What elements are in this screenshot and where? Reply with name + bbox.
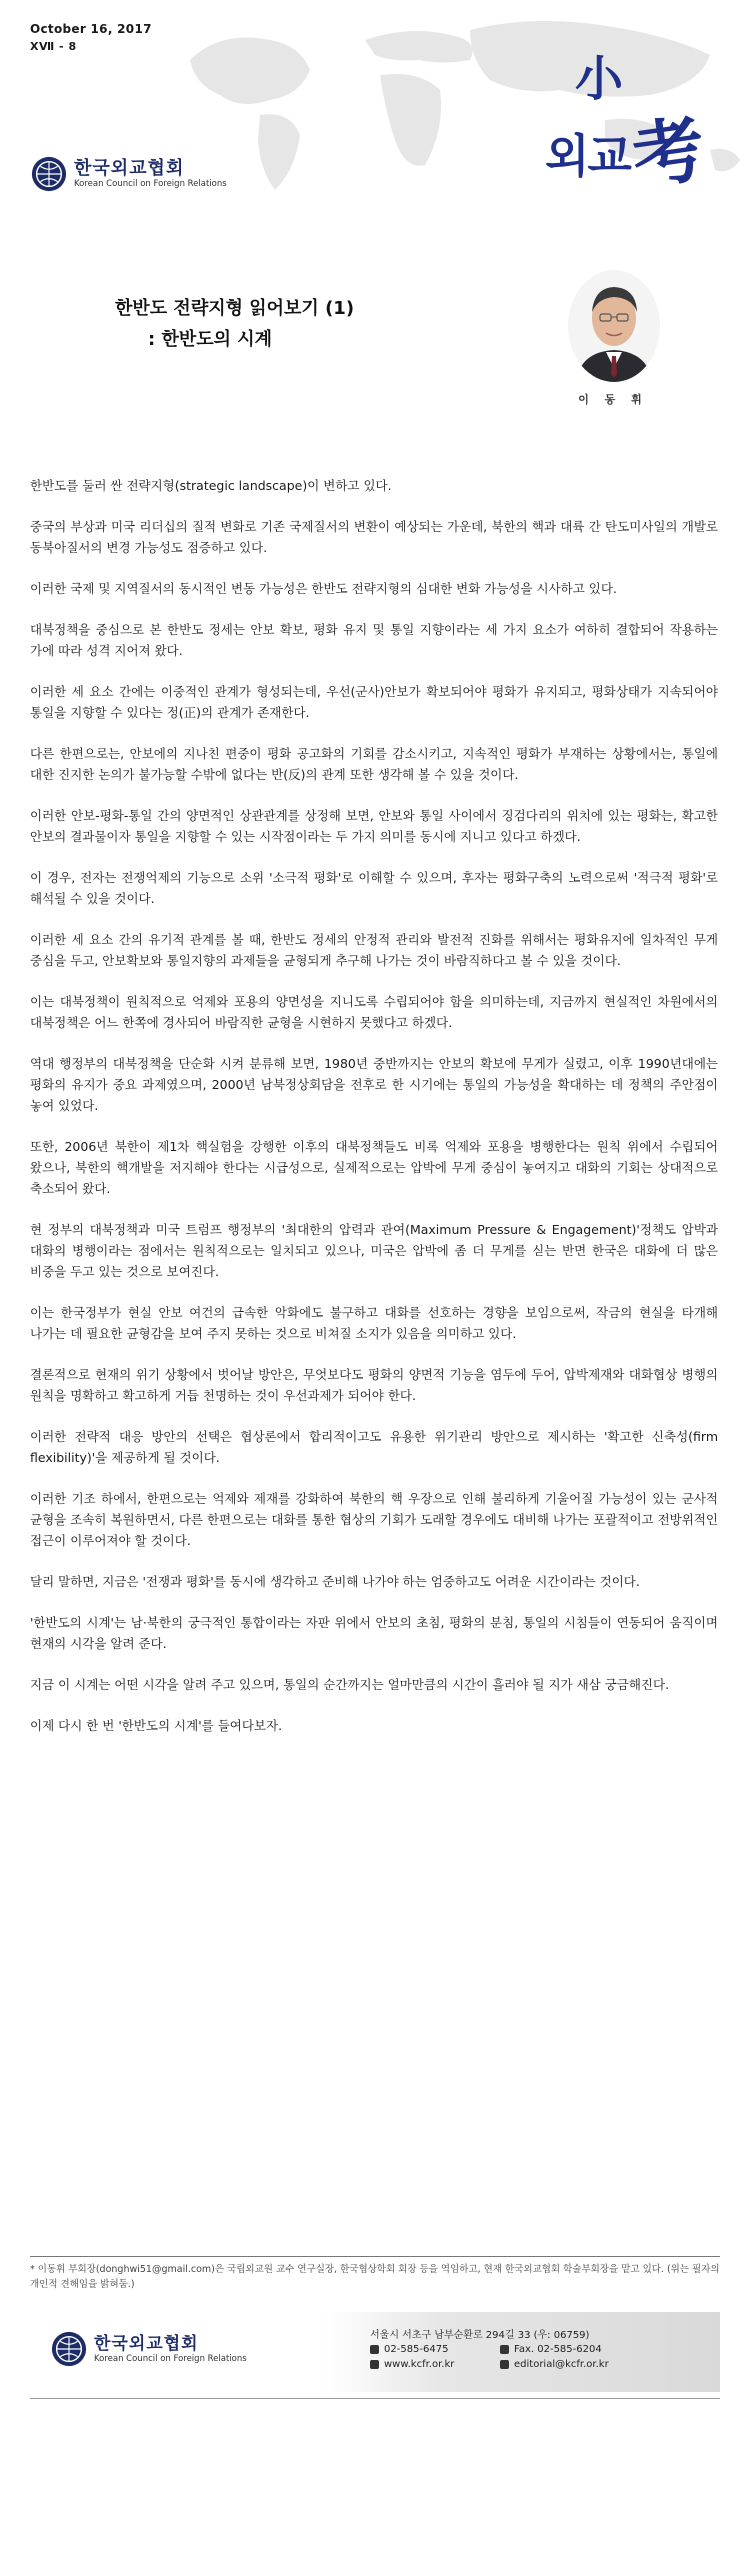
author-name: 이 동 휘 [578, 393, 648, 406]
body-paragraph: 달리 말하면, 지금은 '전쟁과 평화'를 동시에 생각하고 준비해 나가야 하는 엄중하고도 어려운 시간이라는 것이다. [30, 1574, 640, 1589]
footer-org-name-en: Korean Council on Foreign Relations [94, 2353, 247, 2364]
footer-phone-text: 02-585-6475 [384, 2344, 449, 2355]
author-photo [568, 270, 660, 382]
org-logo-top [30, 152, 227, 196]
footer [30, 2312, 720, 2392]
series-title-so: 小 [575, 51, 624, 107]
footer-phone [370, 2344, 448, 2355]
issue-number: XⅦ - 8 [30, 40, 77, 53]
org-name-kr: 한국외교협회 [74, 157, 185, 179]
footer-web[interactable] [370, 2359, 454, 2370]
body-paragraph: 이는 한국정부가 현실 안보 여건의 급속한 악화에도 불구하고 대화를 선호하는 경향을 보임으로써, 작금의 현실을 타개해 나가는 데 필요한 균형감을 보여 주지 못하는 것으로 비쳐질 소지가 있음을 의미하고 있다. [30, 1305, 718, 1341]
footer-email-link[interactable]: editorial@kcfr.or.kr [514, 2359, 609, 2370]
footer-org-name-kr: 한국외교협회 [94, 2333, 199, 2354]
body-paragraph: 다른 한편으로는, 안보에의 지나친 편중이 평화 공고화의 기회를 감소시키고, 지속적인 평화가 부재하는 상황에서는, 통일에 대한 진지한 논의가 불가능할 수밖에 없다는 반(反)의 관계 또한 생각해 볼 수 있을 것이다. [30, 746, 718, 782]
org-name-en: Korean Council on Foreign Relations [74, 178, 227, 189]
footer-fax-text: Fax. 02-585-6204 [514, 2344, 602, 2355]
footer-email[interactable] [500, 2359, 609, 2370]
phone-icon [370, 2345, 379, 2354]
footer-fax [500, 2344, 602, 2355]
email-icon [500, 2360, 509, 2369]
footer-divider [30, 2398, 720, 2399]
org-logo-footer [50, 2330, 247, 2368]
body-paragraph: 이러한 기조 하에서, 한편으로는 억제와 제재를 강화하여 북한의 핵 우장으로 인해 불리하게 기울어질 가능성이 있는 군사적 균형을 조속히 복원하면서, 다른 한편으로는 대화를 통한 협상의 기회가 도래할 경우에도 대비해 나가는 포괄적이고 전방위적인 접근이 이루어져야 할 것이다. [30, 1491, 718, 1548]
article-body [30, 475, 718, 1756]
body-paragraph: 이러한 세 요소 간의 유기적 관계를 볼 때, 한반도 정세의 안정적 관리와 발전적 진화를 위해서는 평화유지에 일차적인 무게 중심을 두고, 안보확보와 통일지향의 과제들을 균형되게 추구해 나가는 것이 바람직하다고 볼 수 있을 것이다. [30, 932, 718, 968]
body-paragraph: 지금 이 시계는 어떤 시각을 알려 주고 있으며, 통일의 순간까지는 얼마만큼의 시간이 흘러야 될 지가 새삼 궁금해진다. [30, 1677, 670, 1692]
body-paragraph: 이러한 전략적 대응 방안의 선택은 협상론에서 합리적이고도 유용한 위기관리 방안으로 제시하는 '확고한 신축성(firm flexibility)'을 제공하게 될 것이다. [30, 1429, 718, 1465]
body-paragraph: 한반도를 둘러 싼 전략지형(strategic landscape)이 변하고 있다. [30, 478, 392, 493]
home-icon [370, 2360, 379, 2369]
korea-council-emblem-icon [50, 2330, 88, 2368]
article-subtitle: : 한반도의 시계 [148, 329, 273, 350]
issue-date: October 16, 2017 [30, 22, 152, 36]
footer-address: 서울시 서초구 남부순환로 294길 33 (우: 06759) [370, 2330, 590, 2341]
body-paragraph: 결론적으로 현재의 위기 상황에서 벗어날 방안은, 무엇보다도 평화의 양면적 기능을 염두에 두어, 압박제재와 대화협상 병행의 원칙을 명확하고 확고하게 거듭 천명하는 것이 우선과제가 되어야 한다. [30, 1367, 718, 1403]
body-paragraph: 이러한 세 요소 간에는 이중적인 관계가 형성되는데, 우선(군사)안보가 확보되어야 평화가 유지되고, 평화상태가 지속되어야 통일을 지향할 수 있다는 정(正)의 관계가 존재한다. [30, 684, 718, 720]
body-paragraph: 이러한 안보-평화-통일 간의 양면적인 상관관계를 상정해 보면, 안보와 통일 사이에서 징검다리의 위치에 있는 평화는, 확고한 안보의 결과물이자 통일을 지향할 수 있는 시작점이라는 두 가지 의미를 동시에 지니고 있다고 하겠다. [30, 808, 718, 844]
body-paragraph: 대북정책을 중심으로 본 한반도 정세는 안보 확보, 평화 유지 및 통일 지향이라는 세 가지 요소가 여하히 결합되어 작용하는 가에 따라 성격 지어져 왔다. [30, 622, 718, 658]
footer-web-link[interactable]: www.kcfr.or.kr [384, 2359, 455, 2370]
body-paragraph: 이 경우, 전자는 전쟁억제의 기능으로 소위 '소극적 평화'로 이해할 수 있으며, 후자는 평화구축의 노력으로써 '적극적 평화'로 해석될 수 있을 것이다. [30, 870, 718, 906]
series-title-go: 考 [627, 105, 711, 200]
body-paragraph: 또한, 2006년 북한이 제1차 핵실험을 강행한 이후의 대북정책들도 비록 억제와 포용을 병행한다는 원칙 위에서 수립되어 왔으나, 북한의 핵개발을 저지해야 한다는 시급성으로, 실제적으로는 압박에 무게 중심이 놓여지고 대화의 기회는 상대적으로 축소되어 왔다. [30, 1139, 718, 1196]
body-paragraph: 역대 행정부의 대북정책을 단순화 시켜 분류해 보면, 1980년 중반까지는 안보의 확보에 무게가 실렸고, 이후 1990년대에는 평화의 유지가 중요 과제였으며, 2000년 남북정상회담을 전후로 한 시기에는 통일의 가능성을 확대하는 데 정책의 주안점이 놓여 있었다. [30, 1056, 718, 1113]
article-title: 한반도 전략지형 읽어보기 (1) [115, 298, 355, 319]
body-paragraph: '한반도의 시계'는 남·북한의 궁극적인 통합이라는 자판 위에서 안보의 초침, 평화의 분침, 통일의 시침들이 연동되어 움직이며 현재의 시각을 알려 준다. [30, 1615, 718, 1651]
body-paragraph: 이는 대북정책이 원칙적으로 억제와 포용의 양면성을 지니도록 수립되어야 함을 의미하는데, 지금까지 현실적인 차원에서의 대북정책은 어느 한쪽에 경사되어 바람직한 균형을 시현하지 못했다고 하겠다. [30, 994, 718, 1030]
korea-council-emblem-icon [30, 155, 68, 193]
author-footnote: * 이동휘 부회장(donghwi51@gmail.com)은 국립외교원 교수 연구실장, 한국협상학회 회장 등을 역임하고, 현재 한국외교협회 학술부회장을 맡고 있다. (위는 필자의 개인적 견해임을 밝혀둠.) [30, 2264, 720, 2290]
body-paragraph: 이러한 국제 및 지역질서의 동시적인 변동 가능성은 한반도 전략지형의 심대한 변화 가능성을 시사하고 있다. [30, 581, 617, 596]
series-title-oegyo: 외교 [545, 129, 630, 183]
footnote-divider [30, 2256, 720, 2257]
body-paragraph: 중국의 부상과 미국 리더십의 질적 변화로 기존 국제질서의 변환이 예상되는 가운데, 북한의 핵과 대륙 간 탄도미사일의 개발로 동북아질서의 변경 가능성도 점증하고 있다. [30, 519, 718, 555]
body-paragraph: 이제 다시 한 번 '한반도의 시계'를 들여다보자. [30, 1718, 283, 1733]
body-paragraph: 현 정부의 대북정책과 미국 트럼프 행정부의 '최대한의 압력과 관여(Maximum Pressure & Engagement)'정책도 압박과 대화의 병행이라는 점에서는 원칙적으로는 일치되고 있으나, 미국은 압박에 좀 더 무게를 싣는 반면 한국은 대화에 더 많은 비중을 두고 있는 것으로 보여진다. [30, 1222, 718, 1279]
fax-icon [500, 2345, 509, 2354]
